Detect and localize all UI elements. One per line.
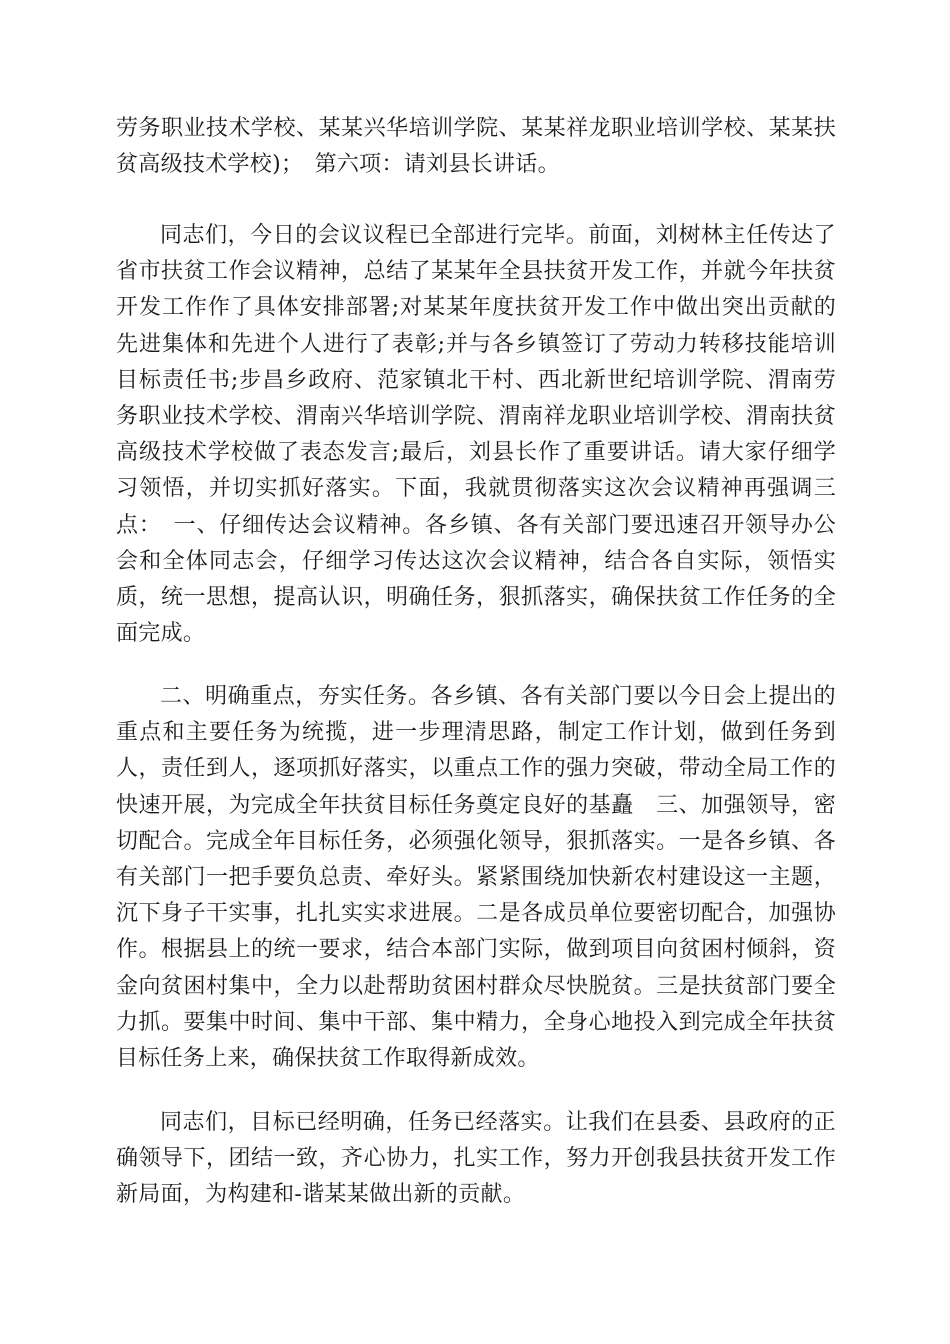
paragraph-key-tasks: 二、明确重点，夯实任务。各乡镇、各有关部门要以今日会上提出的重点和主要任务为统揽，进一步理清思路，制定工作计划，做到任务到人，责任到人，逐项抓好落实，以重点工作的强力突破，带动全局工作的快速开展，为完成全年扶贫目标任务奠定良好的基矗 三、加强领导，密切配合。完成全年目标任务，必须强化领导，狠抓落实。一是各乡镇、各有关部门一把手要负总责、牵好头。紧紧围绕加快新农村建设这一主题，沉下身子干实事，扎扎实实求进展。二是各成员单位要密切配合，加强协作。根据县上的统一要求，结合本部门实际，做到项目向贫困村倾斜，资金向贫困村集中，全力以赴帮助贫困村群众尽快脱贫。三是扶贫部门要全力抓。要集中时间、集中干部、集中精力，全身心地投入到完成全年扶贫目标任务上来，确保扶贫工作取得新成效。: [116, 684, 836, 1072]
paragraph-continuation: 劳务职业技术学校、某某兴华培训学院、某某祥龙职业培训学校、某某扶贫高级技术学校)； 第六项：请刘县长讲话。: [116, 116, 836, 178]
paragraph-meeting-summary: 同志们，今日的会议议程已全部进行完毕。前面，刘树林主任传达了省市扶贫工作会议精神，总结了某某年全县扶贫开发工作，并就今年扶贫开发工作作了具体安排部署;对某某年度扶贫开发工作中做出突出贡献的先进集体和先进个人进行了表彰;并与各乡镇签订了劳动力转移技能培训目标责任书;步昌乡政府、范家镇北干村、西北新世纪培训学院、渭南劳务职业技术学校、渭南兴华培训学院、渭南祥龙职业培训学校、渭南扶贫高级技术学校做了表态发言;最后，刘县长作了重要讲话。请大家仔细学习领悟，并切实抓好落实。下面，我就贯彻落实这次会议精神再强调三点： 一、仔细传达会议精神。各乡镇、各有关部门要迅速召开领导办公会和全体同志会，仔细学习传达这次会议精神，结合各自实际，领悟实质，统一思想，提高认识，明确任务，狠抓落实，确保扶贫工作任务的全面完成。: [116, 223, 836, 647]
paragraph-closing: 同志们，目标已经明确，任务已经落实。让我们在县委、县政府的正确领导下，团结一致，齐心协力，扎实工作，努力开创我县扶贫开发工作新局面，为构建和-谐某某做出新的贡献。: [116, 1110, 836, 1208]
